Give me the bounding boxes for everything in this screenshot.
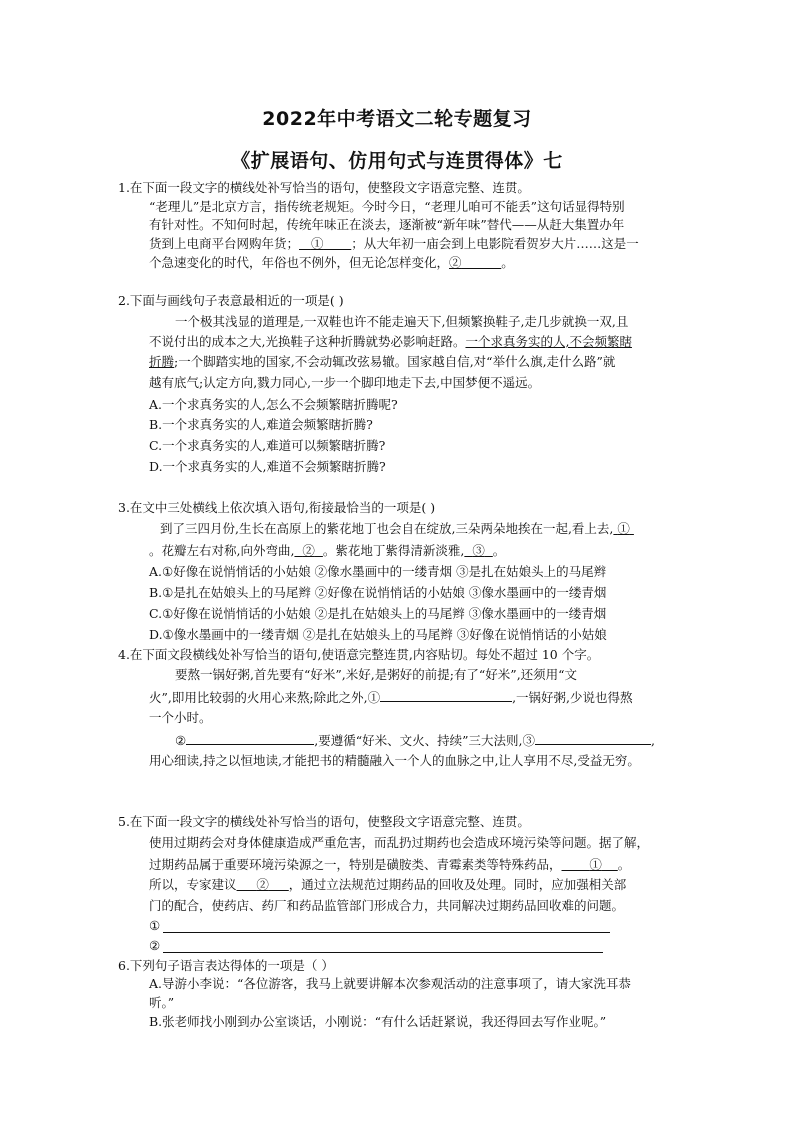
- q2-option-d[interactable]: D.一个求真务实的人,难道不会频繁瞎折腾?: [149, 459, 386, 474]
- q2-underlined-sentence: 一个求真务实的人,不会频繁瞎: [465, 334, 632, 349]
- q1-text-line: [149, 254, 514, 272]
- q5-text-segment: 所以，专家建议: [149, 877, 237, 892]
- page-subtitle: 《扩展语句、仿用句式与连贯得体》七: [231, 150, 563, 172]
- q5-answer-line-1[interactable]: [163, 932, 610, 933]
- q2-text-line: [149, 333, 632, 351]
- q5-text-segment: ，通过立法规范过期药品的回收及处理。同时，应加强相关部: [288, 877, 627, 892]
- q4-text-segment: 火”,即用比较弱的火用心来熬;除此之外,: [149, 690, 368, 705]
- q4-text-segment: ,一锅好粥,少说也得熬: [512, 690, 633, 705]
- q3-text-segment: 。花瓣左右对称,向外弯曲,: [149, 543, 295, 558]
- q6-option-a[interactable]: A.导游小李说：“各位游客，我马上就要讲解本次参观活动的注意事项了，请大家洗耳恭: [149, 976, 631, 991]
- q2-text-segment: 不说付出的成本之大,光换鞋子这种折腾就势必影响赶路。: [149, 334, 466, 349]
- q1-blank-1[interactable]: [299, 236, 351, 251]
- q4-blank-2[interactable]: [186, 731, 314, 745]
- q3-text-line: [160, 520, 634, 538]
- q4-text-line: 要熬一锅好粥,首先要有“好米”,米好,是粥好的前提;有了“好米”,还须用“文: [175, 667, 578, 682]
- blank-number: ①: [310, 236, 324, 251]
- q3-blank-3[interactable]: [464, 543, 492, 558]
- q3-option-d[interactable]: D.①像水墨画中的一缕青烟 ②是扎在姑娘头上的马尾辫 ③好像在说悄悄话的小姑娘: [149, 627, 607, 642]
- q2-option-a[interactable]: A.一个求真务实的人,怎么不会频繁瞎折腾呢?: [149, 397, 398, 412]
- q1-blank-2[interactable]: [449, 255, 501, 270]
- q2-text-line: 一个极其浅显的道理是,一双鞋也许不能走遍天下,但频繁换鞋子,走几步就换一双,且: [175, 314, 629, 329]
- blank-number: ②: [256, 877, 269, 892]
- q1-text-line: [149, 235, 639, 253]
- q5-stem: 5.在下面一段文字的横线处补写恰当的语句，使整段文字语意完整、连贯。: [118, 814, 530, 829]
- q1-text-segment: ；从大年初一庙会到上电影院看贺岁大片……这是一: [351, 236, 639, 251]
- q3-option-a[interactable]: A.①好像在说悄悄话的小姑娘 ②像水墨画中的一缕青烟 ③是扎在姑娘头上的马尾辫: [149, 564, 607, 579]
- q2-text-line: [149, 353, 615, 371]
- q5-text-segment: 。: [617, 857, 631, 872]
- q4-blank-3[interactable]: [535, 731, 651, 745]
- page-title: 2022年中考语文二轮专题复习: [262, 108, 532, 130]
- q5-blank-1[interactable]: [562, 857, 618, 872]
- q4-text-line: 一个小时。: [149, 710, 212, 725]
- q2-option-c[interactable]: C.一个求真务实的人,难道可以频繁瞎折腾?: [149, 438, 386, 453]
- blank-number: ①: [367, 690, 381, 705]
- q4-text-line: 用心细读,持之以恒地读,才能把书的精髓融入一个人的血脉之中,让人享用不尽,受益无穷。: [149, 753, 640, 768]
- q2-option-b[interactable]: B.一个求真务实的人,难道会频繁瞎折腾?: [149, 417, 373, 432]
- q5-answer-label-1: ①: [149, 918, 161, 933]
- q4-text-line: [149, 688, 633, 707]
- blank-number: ③: [522, 733, 535, 748]
- blank-number: ③: [472, 543, 485, 558]
- q3-text-segment: 。紫花地丁紫得清新淡雅,: [322, 543, 465, 558]
- q5-text-line: 使用过期药会对身体健康造成严重危害，而乱扔过期药也会造成环境污染等问题。据了解，: [149, 835, 650, 850]
- q5-answer-label-2: ②: [149, 938, 161, 953]
- q3-text-line: [149, 542, 505, 560]
- q2-text-segment: ;一个脚踏实地的国家,不会动辄改弦易辙。国家越自信,对“举什么旗,走什么路”就: [174, 354, 616, 369]
- q4-blank-1[interactable]: [380, 688, 512, 702]
- q3-blank-1[interactable]: [613, 521, 633, 536]
- q1-text-line: “老理儿”是北京方言，指传统老规矩。今时今日，“老理儿咱可不能丢”这句话显得特别: [149, 199, 625, 214]
- q2-stem: 2.下面与画线句子表意最相近的一项是( ): [118, 293, 344, 308]
- q6-stem: 6.下列句子语言表达得体的一项是（ ）: [118, 958, 334, 973]
- q1-text-segment: 。: [501, 255, 514, 270]
- blank-number: ①: [617, 521, 630, 536]
- q4-text-segment: ,要遵循“好米、文火、持续”三大法则,: [314, 733, 523, 748]
- q3-text-segment: 。: [492, 543, 506, 558]
- q1-text-segment: 货到上电商平台网购年货；: [149, 236, 300, 251]
- q3-option-c[interactable]: C.①好像在说悄悄话的小姑娘 ②是扎在姑娘头上的马尾辫 ③像水墨画中的一缕青烟: [149, 606, 607, 621]
- q5-text-segment: 过期药品属于重要环境污染源之一，特别是磺胺类、青霉素类等特殊药品，: [149, 857, 562, 872]
- q1-text-line: 有针对性。不知何时起，传统年味正在淡去，逐渐被“新年味”替代——从赶大集置办年: [149, 217, 625, 232]
- q5-text-line: 门的配合，使药店、药厂和药品监管部门形成合力，共同解决过期药品回收难的问题。: [149, 898, 625, 913]
- q5-text-line: [149, 856, 630, 874]
- q3-text-segment: 到了三四月份,生长在高原上的紫花地丁也会自在绽放,三朵两朵地挨在一起,看上去,: [160, 521, 614, 536]
- q4-stem: 4.在下面文段横线处补写恰当的语句,使语意完整连贯,内容贴切。每处不超过 10 个字。: [118, 647, 600, 662]
- q3-stem: 3.在文中三处横线上依次填入语句,衔接最恰当的一项是( ): [118, 500, 436, 515]
- q2-text-line: 越有底气;认定方向,戮力同心,一步一个脚印地走下去,中国梦便不遥远。: [149, 375, 541, 390]
- blank-number: ②: [449, 255, 462, 270]
- q5-text-line: [149, 876, 626, 894]
- q1-text-segment: 个急速变化的时代，年俗也不例外，但无论怎样变化，: [149, 255, 450, 270]
- blank-number: ②: [175, 733, 187, 748]
- q5-answer-line-2[interactable]: [163, 952, 603, 953]
- q4-text-segment: ,: [650, 733, 655, 748]
- blank-number: ①: [589, 857, 602, 872]
- q1-stem: 1.在下面一段文字的横线处补写恰当的语句，使整段文字语意完整、连贯。: [118, 180, 530, 195]
- q4-text-line: [175, 731, 655, 750]
- q6-option-b[interactable]: B.张老师找小刚到办公室谈话，小刚说：“有什么话赶紧说，我还得回去写作业呢。”: [149, 1014, 607, 1029]
- q3-blank-2[interactable]: [294, 543, 322, 558]
- q2-underlined-sentence: 折腾: [149, 354, 175, 369]
- q5-blank-2[interactable]: [237, 877, 289, 892]
- q6-option-a-continued: 听。”: [149, 995, 175, 1010]
- q3-option-b[interactable]: B.①是扎在姑娘头上的马尾辫 ②好像在说悄悄话的小姑娘 ③像水墨画中的一缕青烟: [149, 585, 607, 600]
- blank-number: ②: [302, 543, 315, 558]
